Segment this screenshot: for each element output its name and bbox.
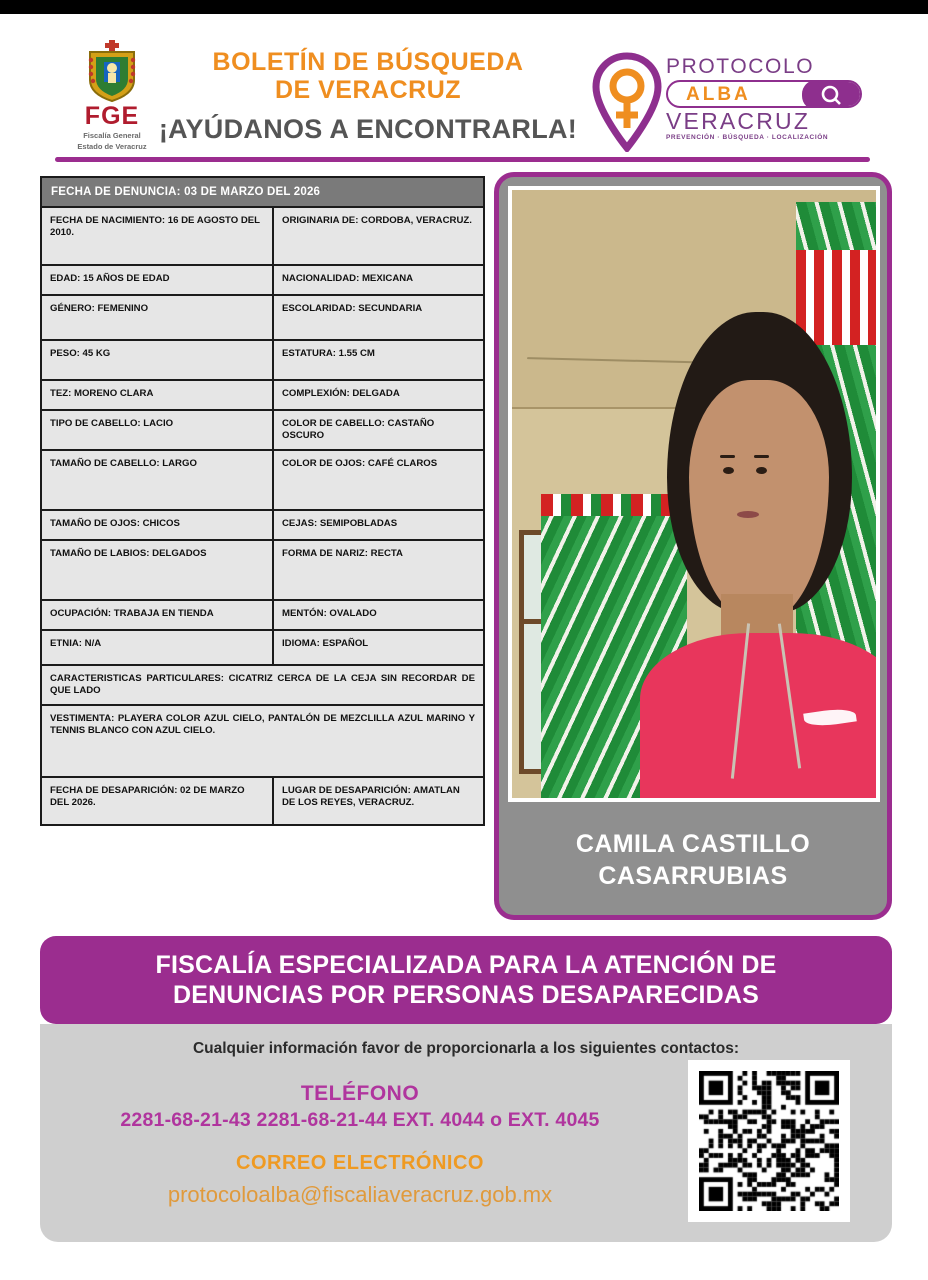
email-label: CORREO ELECTRÓNICO [236, 1152, 484, 1174]
table-cell-left: TAMAÑO DE LABIOS: DELGADOS [42, 541, 274, 599]
coat-of-arms-icon [82, 40, 142, 102]
missing-person-photo [512, 190, 876, 798]
table-cell-right: LUGAR DE DESAPARICIÓN: AMATLAN DE LOS REYES, VERACRUZ. [282, 784, 460, 809]
table-row [40, 266, 485, 296]
header-divider [55, 157, 870, 162]
person-name-line2: CASARRUBIAS [598, 862, 788, 890]
table-cell-left: TIPO DE CABELLO: LACIO [42, 411, 274, 449]
poster-title-line1: BOLETÍN DE BÚSQUEDA [212, 48, 524, 76]
poster-header [0, 28, 928, 152]
table-cell-full: CARACTERISTICAS PARTICULARES: CICATRIZ CERCA DE LA CEJA SIN RECORDAR DE QUE LADO [50, 672, 475, 697]
table-cell-right: FORMA DE NARIZ: RECTA [282, 547, 403, 559]
person-name-line1: CAMILA CASTILLO [575, 830, 811, 858]
table-cell-left: GÉNERO: FEMENINO [42, 296, 274, 339]
fge-logo [64, 40, 160, 152]
table-cell-right: COMPLEXIÓN: DELGADA [282, 388, 400, 399]
table-cell-left: FECHA DE NACIMIENTO: 16 DE AGOSTO DEL 2010. [42, 208, 274, 264]
table-row [40, 411, 485, 451]
table-cell-right: ESTATURA: 1.55 CM [282, 348, 375, 359]
email-address[interactable]: protocoloalba@fiscaliaveracruz.gob.mx [167, 1182, 553, 1207]
table-cell-left: EDAD: 15 AÑOS DE EDAD [42, 266, 274, 294]
title-block [148, 48, 588, 145]
alba-pill [666, 80, 862, 108]
qr-code-icon[interactable] [699, 1071, 839, 1211]
photo-frame [508, 186, 880, 802]
table-cell-right: ORIGINARIA DE: CORDOBA, VERACRUZ. [282, 215, 472, 226]
table-cell-left: PESO: 45 KG [42, 341, 274, 379]
table-row [40, 381, 485, 411]
alba-wordmark [666, 56, 886, 141]
location-pin-female-icon [590, 52, 664, 157]
table-row [40, 778, 485, 826]
person-name [576, 828, 810, 892]
table-cell-left: TAMAÑO DE OJOS: CHICOS [42, 511, 274, 539]
table-row [40, 601, 485, 631]
table-cell-left: ETNIA: N/A [42, 631, 274, 664]
table-cell-full: VESTIMENTA: PLAYERA COLOR AZUL CIELO, PANTALÓN DE MEZCLILLA AZUL MARINO Y TENNIS BLANCO CON AZUL CIELO. [50, 712, 475, 737]
fge-sub-line2: Estado de Veracruz [77, 142, 147, 152]
protocolo-alba-logo [590, 46, 890, 156]
banner-text [156, 950, 777, 1011]
table-cell-right: COLOR DE OJOS: CAFÉ CLAROS [282, 457, 438, 469]
table-row [40, 296, 485, 341]
table-row [40, 666, 485, 706]
contact-lead-text: Cualquier información favor de proporcionarla a los siguientes contactos: [192, 1040, 740, 1057]
table-row [40, 451, 485, 511]
alba-veracruz-text: VERACRUZ [666, 108, 811, 134]
poster-title-line2: DE VERACRUZ [274, 76, 462, 104]
table-cell-right: MENTÓN: OVALADO [282, 607, 377, 619]
fge-sub-line1: Fiscalía General [83, 131, 141, 140]
details-table [40, 176, 485, 826]
table-cell-left: TAMAÑO DE CABELLO: LARGO [42, 451, 274, 509]
table-cell-right: CEJAS: SEMIPOBLADAS [282, 517, 398, 529]
photo-panel [494, 172, 892, 920]
person-name-area [499, 805, 887, 915]
table-cell-right: ESCOLARIDAD: SECUNDARIA [282, 303, 423, 314]
table-cell-right: NACIONALIDAD: MEXICANA [282, 273, 414, 284]
table-cell-right: IDIOMA: ESPAÑOL [282, 637, 369, 649]
top-black-band [0, 0, 928, 14]
telephone-numbers[interactable]: 2281-68-21-43 2281-68-21-44 EXT. 4044 o EXT. 4045 [120, 1109, 600, 1131]
table-row [40, 341, 485, 381]
table-row [40, 541, 485, 601]
table-row [40, 631, 485, 666]
table-cell-left: TEZ: MORENO CLARA [42, 381, 274, 409]
table-cell-right: COLOR DE CABELLO: CASTAÑO OSCURO [282, 418, 435, 442]
table-cell-left: OCUPACIÓN: TRABAJA EN TIENDA [42, 601, 274, 629]
magnifier-icon [802, 80, 860, 108]
table-cell-left: FECHA DE DESAPARICIÓN: 02 DE MARZO DEL 2026. [42, 778, 274, 824]
table-row [40, 208, 485, 266]
banner-line2: DENUNCIAS POR PERSONAS DESAPARECIDAS [173, 981, 759, 1009]
telephone-label: TELÉFONO [300, 1082, 420, 1105]
table-header-denuncia: FECHA DE DENUNCIA: 03 DE MARZO DEL 2026 [40, 176, 485, 208]
table-row [40, 511, 485, 541]
alba-protocolo-text: PROTOCOLO [666, 55, 815, 78]
banner-line1: FISCALÍA ESPECIALIZADA PARA LA ATENCIÓN DE [155, 950, 777, 979]
poster-subtitle: ¡AYÚDANOS A ENCONTRARLA! [158, 114, 578, 144]
contact-section [40, 1024, 892, 1242]
fge-acronym: FGE [84, 102, 140, 130]
table-row [40, 706, 485, 778]
fiscalia-banner [40, 936, 892, 1024]
qr-code-box[interactable] [688, 1060, 850, 1222]
alba-text: ALBA [686, 84, 751, 105]
alba-tagline: PREVENCIÓN · BÚSQUEDA · LOCALIZACIÓN [666, 134, 829, 142]
